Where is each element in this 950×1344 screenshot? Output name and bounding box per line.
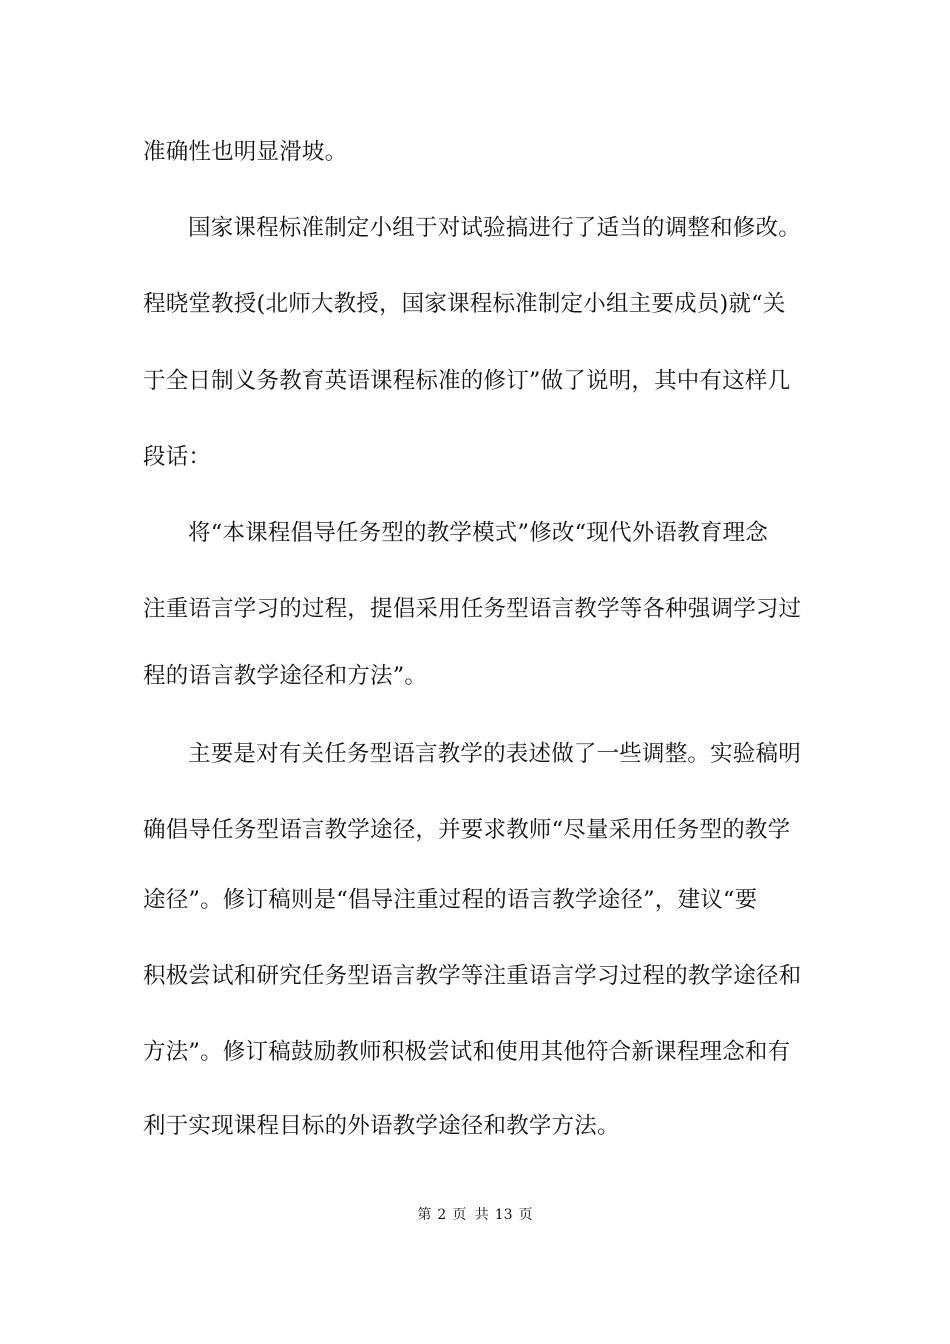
page-label-prefix: 第 [417,1207,432,1223]
text-line: 确倡导任务型语言教学途径，并要求教师“尽量采用任务型的教学 [143,817,791,843]
text-line: 于全日制义务教育英语课程标准的修订”做了说明，其中有这样几 [143,368,791,394]
text-line: 途径”。修订稿则是“倡导注重过程的语言教学途径”，建议“要 [143,887,758,913]
page-label-suffix: 页 [518,1207,533,1223]
text-line: 方法”。修订稿鼓励教师积极尝试和使用其他符合新课程理念和有 [143,1039,791,1065]
paragraph-first-line: 主要是对有关任务型语言教学的表述做了一些调整。实验稿明 [188,741,801,767]
paragraph-first-line: 将“本课程倡导任务型的教学模式”修改“现代外语教育理念 [188,520,768,546]
total-pages: 13 [494,1207,513,1223]
page-footer [0,1205,950,1225]
page-label-mid: 页 共 [452,1207,489,1223]
text-line: 程的语言教学途径和方法”。 [143,663,428,689]
text-line: 利于实现课程目标的外语教学途径和教学方法。 [143,1113,620,1139]
text-line: 注重语言学习的过程，提倡采用任务型语言教学等各种强调学习过 [143,596,802,622]
text-line: 程晓堂教授(北师大教授，国家课程标准制定小组主要成员)就“关 [143,291,786,317]
text-line: 段话： [143,444,212,470]
text-line: 准确性也明显滑坡。 [143,139,348,165]
text-line: 积极尝试和研究任务型语言教学等注重语言学习过程的教学途径和 [143,963,802,989]
page-number: 2 [437,1207,447,1223]
paragraph-first-line: 国家课程标准制定小组于对试验搞进行了适当的调整和修改。 [188,215,801,241]
